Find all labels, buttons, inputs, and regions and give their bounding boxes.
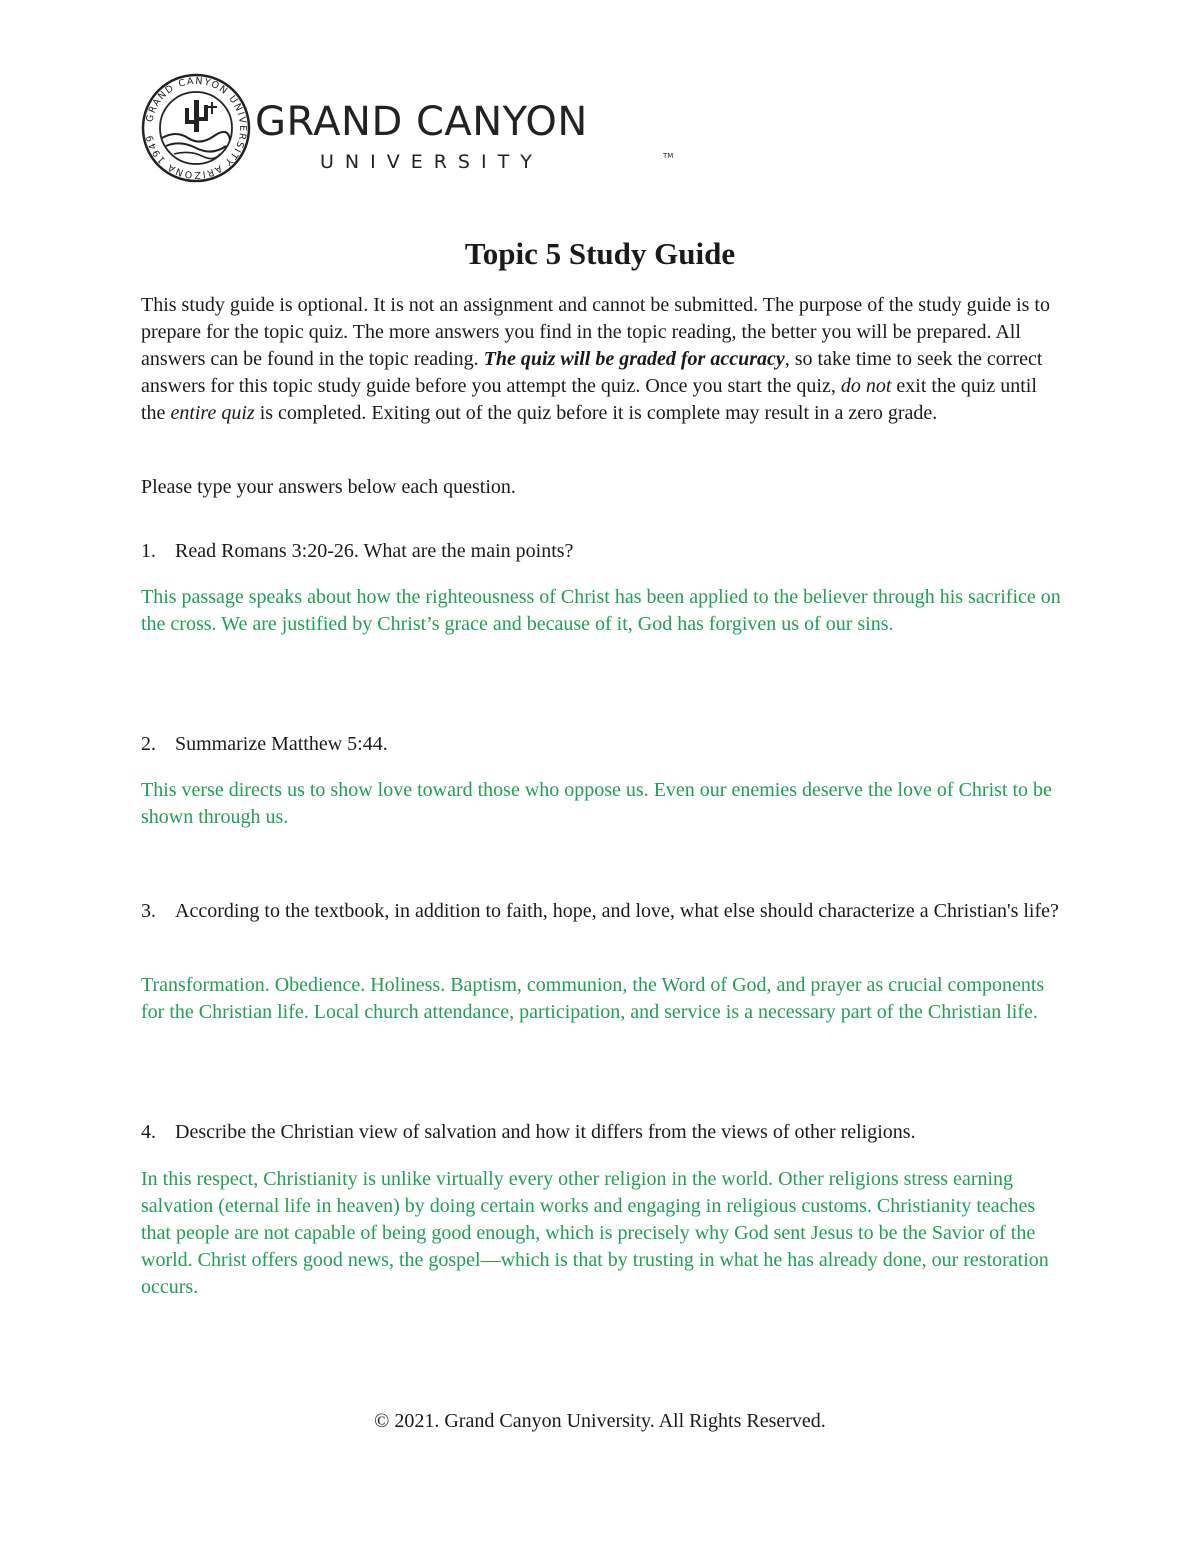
answer-2: This verse directs us to show love toward those who oppose us. Even our enemies deserve the love of Christ to be shown through us.	[141, 779, 1052, 828]
intro-do-not: do not	[840, 375, 892, 397]
question-text: Describe the Christian view of salvation and how it differs from the views of other religions.	[175, 1121, 916, 1143]
trademark-symbol: TM	[663, 152, 674, 160]
intro-paragraph	[141, 292, 1061, 427]
wordmark-line-1: GRAND CANYON	[255, 99, 588, 145]
intro-text-4: is completed. Exiting out of the quiz before it is complete may result in a zero grade.	[254, 402, 938, 424]
wordmark-line-2: UNIVERSITY	[320, 151, 543, 173]
question-text: According to the textbook, in addition to faith, hope, and love, what else should characterize a Christian's life?	[175, 900, 1059, 922]
intro-emphasis: The quiz will be graded for accuracy	[483, 348, 785, 370]
university-seal-icon	[140, 72, 252, 184]
question-1	[141, 538, 1061, 565]
instructions-prompt: Please type your answers below each question.	[141, 476, 516, 498]
question-4	[141, 1119, 1061, 1146]
question-number: 4.	[141, 1121, 156, 1143]
page-title: Topic 5 Study Guide	[464, 236, 736, 271]
university-logo	[140, 72, 674, 190]
question-text: Summarize Matthew 5:44.	[175, 733, 388, 755]
seal-text: GRAND CANYON UNIVERSITY ARIZONA 1949	[144, 75, 249, 181]
intro-text-1: This study guide is optional. It is not an assignment and cannot be submitted. The purpose of the study guide is to prepare for the topic quiz. The more answers you find in the topic reading, the better you will be prepared. All answers can be found in the topic reading.	[141, 294, 1050, 370]
answer-1: This passage speaks about how the righteousness of Christ has been applied to the believer through his sacrifice on the cross. We are justified by Christ’s grace and because of it, God has forgiven us of our sins.	[141, 586, 1061, 635]
university-wordmark	[255, 99, 674, 182]
intro-text-3: exit the quiz until the	[141, 375, 1037, 424]
question-2	[141, 731, 1061, 758]
answer-4: In this respect, Christianity is unlike virtually every other religion in the world. Other religions stress earning salvation (eternal life in heaven) by doing certain works and engaging in religious customs. Christianity teaches that people are not capable of being good enough, which is precisely why God sent Jesus to be the Savior of the world. Christ offers good news, the gospel—which is that by trusting in what he has already done, our restoration occurs.	[141, 1168, 1049, 1298]
answer-3: Transformation. Obedience. Holiness. Baptism, communion, the Word of God, and prayer as crucial components for the Christian life. Local church attendance, participation, and service is a necessary part of the Christian life.	[141, 974, 1045, 1023]
question-text: Read Romans 3:20-26. What are the main points?	[175, 540, 574, 562]
copyright-footer: © 2021. Grand Canyon University. All Rights Reserved.	[374, 1410, 826, 1432]
intro-entire-quiz: entire quiz	[170, 402, 255, 424]
question-number: 1.	[141, 540, 156, 562]
intro-text-2: , so take time to seek the correct answers for this topic study guide before you attempt the quiz. Once you start the quiz,	[141, 348, 1043, 397]
question-number: 3.	[141, 900, 156, 922]
question-number: 2.	[141, 733, 156, 755]
question-3	[141, 898, 1061, 925]
